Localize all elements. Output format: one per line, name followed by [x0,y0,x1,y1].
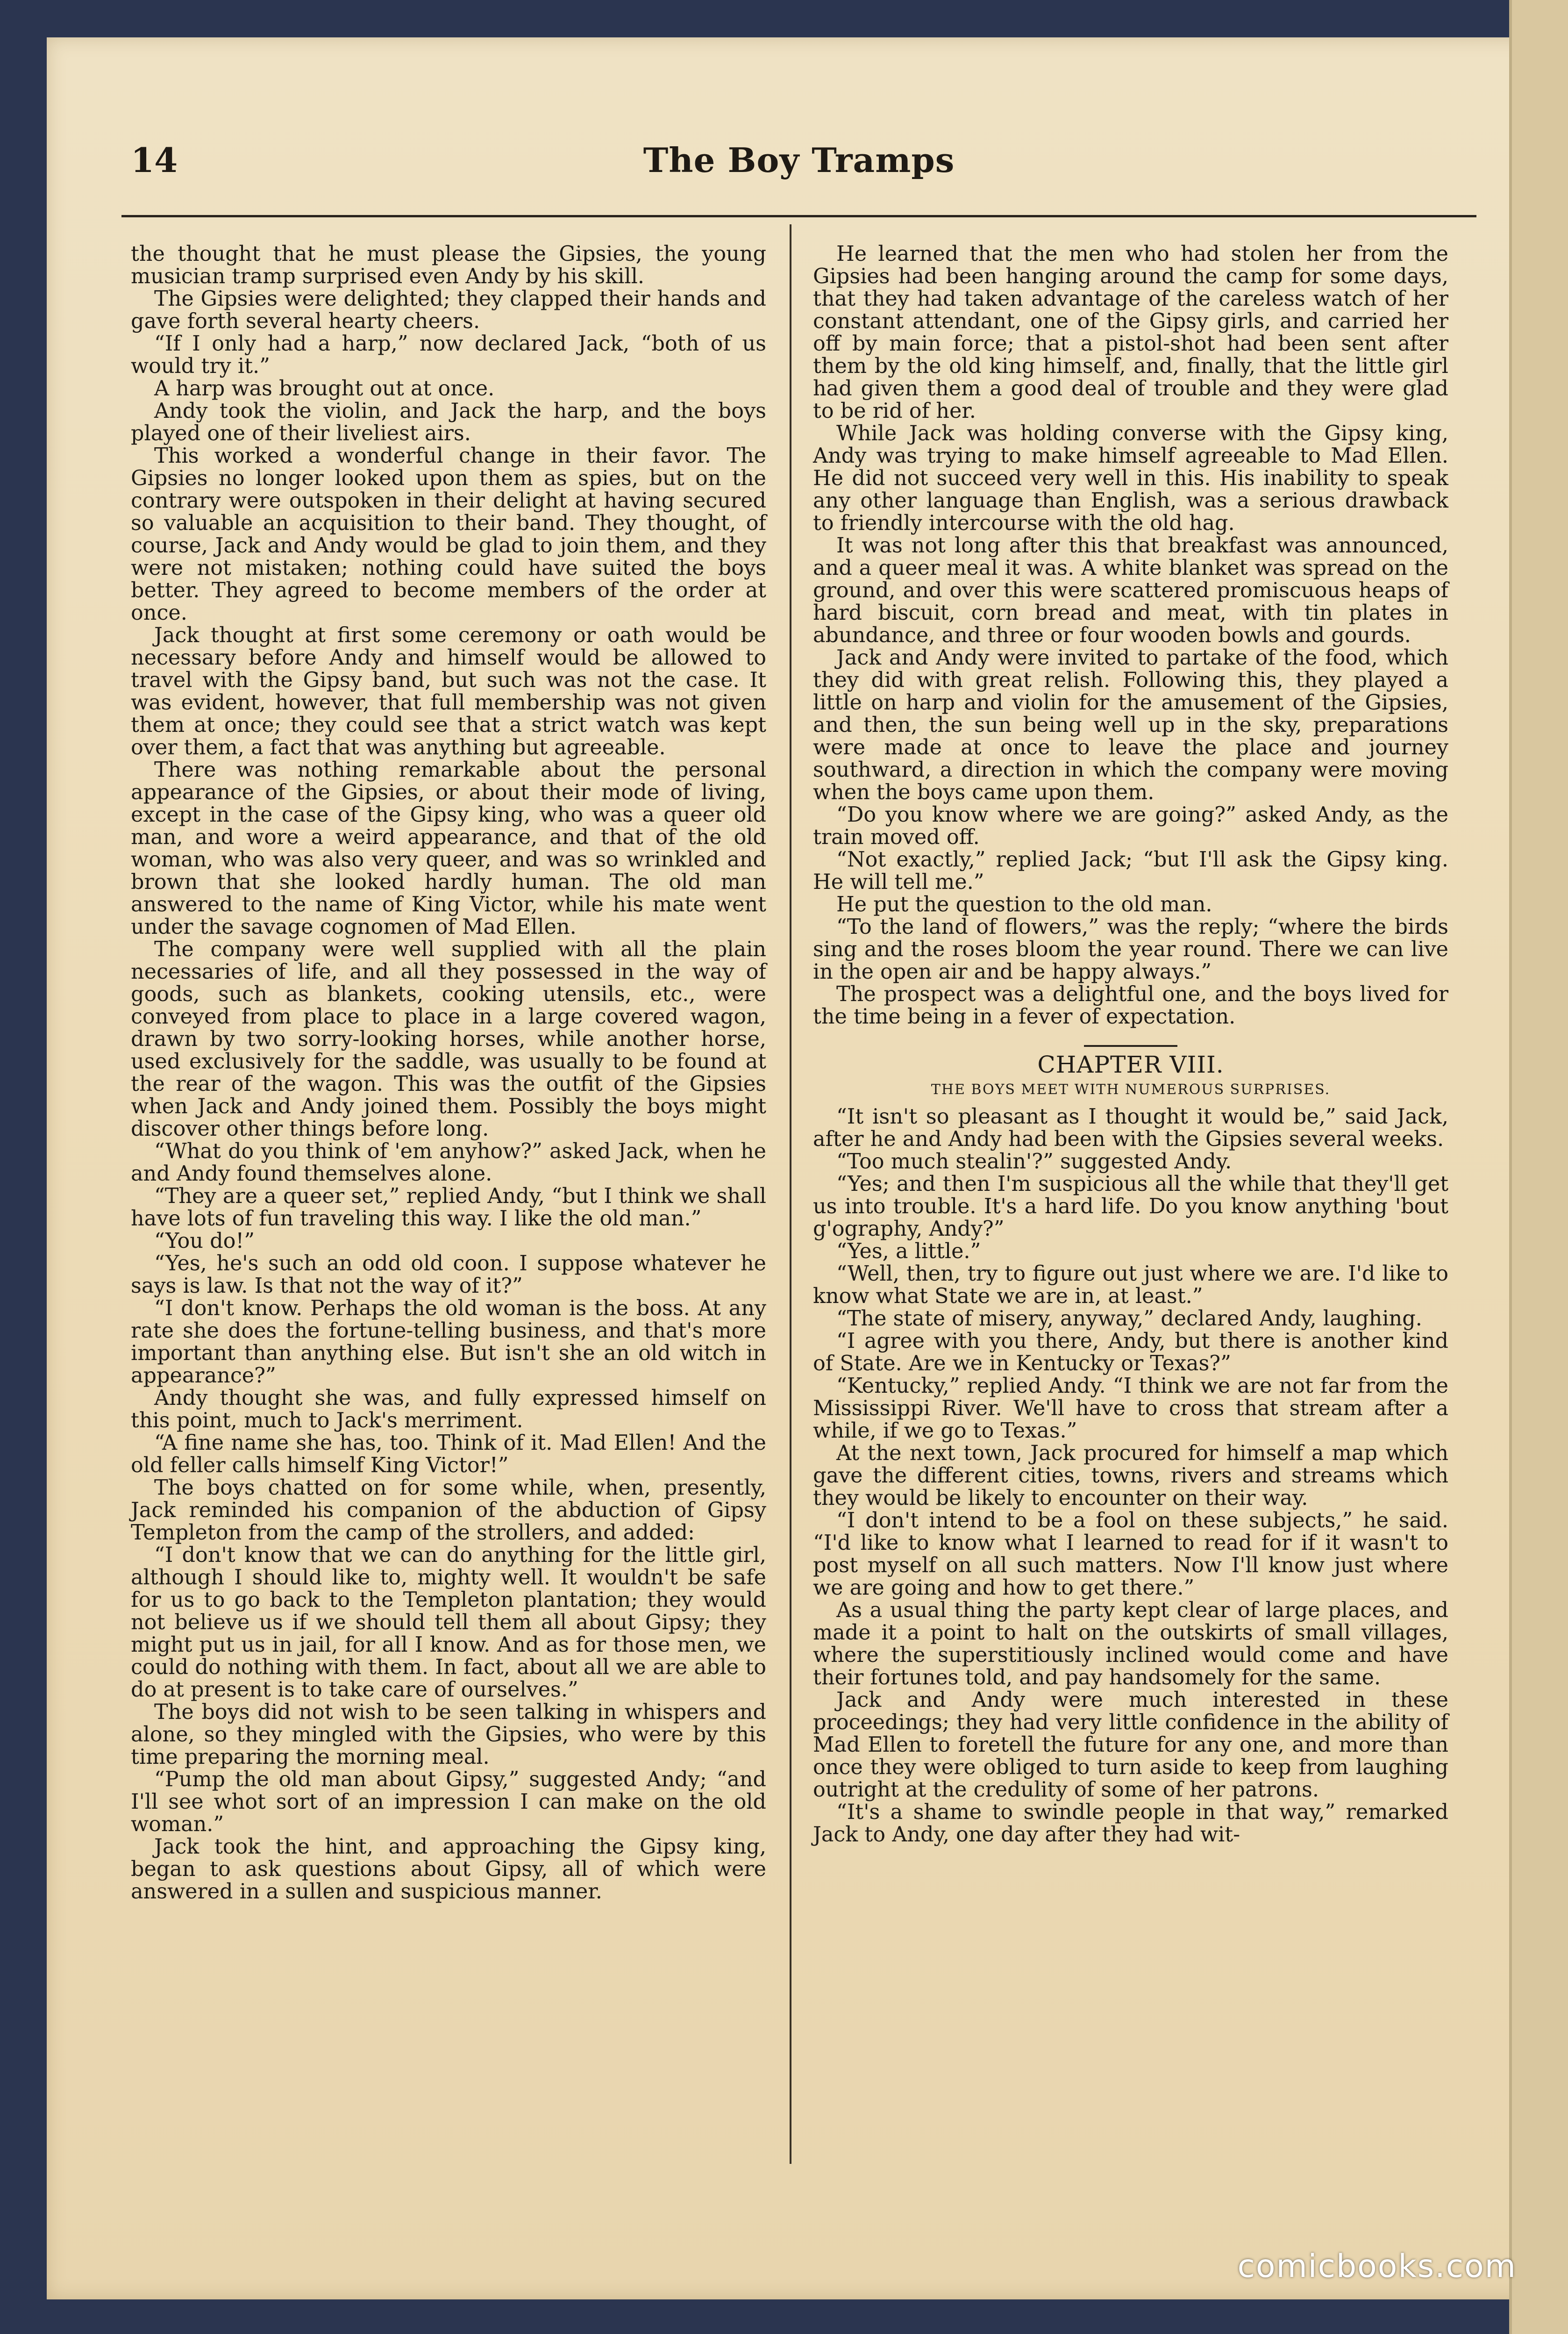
paragraph: At the next town, Jack procured for himself a map which gave the different cities, towns, rivers and streams which they would be likely to encounter on their way. [813,1441,1448,1510]
column-divider [790,224,791,2164]
paragraph: This worked a wonderful change in their favor. The Gipsies no longer looked upon them as spies, but on the contrary were outspoken in their delight at having secured so valuable an acquisition to their band. They thought, of course, Jack and Andy would be glad to join them, and they were not mistaken; nothing could have suited the boys better. They agreed to become members of the order at once. [131,444,766,625]
chapter-rule [1084,1045,1177,1047]
paragraph: “I agree with you there, Andy, but there is another kind of State. Are we in Kentucky or Texas?” [813,1329,1448,1375]
paragraph: Jack and Andy were much interested in these proceedings; they had very little confidence in the ability of Mad Ellen to foretell the future for any one, and more than once they were obliged to turn aside to keep from laughing outright at the credulity of some of her patrons. [813,1688,1448,1802]
paragraph: “To the land of flowers,” was the reply; “where the birds sing and the roses bloom the year round. There we can live in the open air and be happy always.” [813,915,1448,984]
page-header [131,140,1467,196]
chapter-heading [813,1045,1448,1101]
right-column [813,243,1448,1846]
paragraph: “I don't intend to be a fool on these subjects,” he said. “I'd like to know what I learned to read for if it wasn't to post myself on all such matters. Now I'll know just where we are going and how to get there.” [813,1509,1448,1600]
page-number: 14 [131,140,178,180]
paragraph: “It's a shame to swindle people in that way,” remarked Jack to Andy, one day after they had wit- [813,1800,1448,1847]
paragraph: The company were well supplied with all the plain necessaries of life, and all they possessed in the way of goods, such as blankets, cooking utensils, etc., were conveyed from place to place in a large covered wagon, drawn by two sorry-looking horses, while another horse, used exclusively for the saddle, was usually to be found at the rear of the wagon. This was the outfit of the Gipsies when Jack and Andy joined them. Possibly the boys might discover other things before long. [131,938,766,1141]
paragraph: “Do you know where we are going?” asked Andy, as the train moved off. [813,803,1448,849]
paragraph: “Pump the old man about Gipsy,” suggested Andy; “and I'll see whot sort of an impression I can make on the old woman.” [131,1768,766,1836]
paragraph: While Jack was holding converse with the Gipsy king, Andy was trying to make himself agreeable to Mad Ellen. He did not succeed very well in this. His inability to speak any other language than English, was a serious drawback to friendly intercourse with the old hag. [813,422,1448,535]
paragraph: “The state of misery, anyway,” declared Andy, laughing. [836,1307,1422,1331]
printed-page [47,37,1551,2299]
paragraph: The boys did not wish to be seen talking in whispers and alone, so they mingled with the Gipsies, who were by this time preparing the morning meal. [131,1700,766,1769]
paragraph: “If I only had a harp,” now declared Jack, “both of us would try it.” [131,332,766,378]
paragraph: “I don't know. Perhaps the old woman is the boss. At any rate she does the fortune-telling business, and that's more important than anything else. But isn't she an old witch in appearance?” [131,1296,766,1388]
paragraph: There was nothing remarkable about the personal appearance of the Gipsies, or about their mode of living, except in the case of the Gipsy king, who was a queer old man, and wore a weird appearance, and that of the old woman, who was also very queer, and was so wrinkled and brown that she looked hardly human. The old man answered to the name of King Victor, while his mate went under the savage cognomen of Mad Ellen. [131,758,766,939]
paragraph: “You do!” [154,1229,255,1253]
paragraph: “Yes, he's such an odd old coon. I suppose whatever he says is law. Is that not the way of it?” [131,1252,766,1298]
paragraph: “Kentucky,” replied Andy. “I think we are not far from the Mississippi River. We'll have to cross that stream after a while, if we go to Texas.” [813,1374,1448,1443]
paragraph: “Yes; and then I'm suspicious all the while that they'll get us into trouble. It's a hard life. Do you know anything 'bout g'ography, Andy?” [813,1172,1448,1241]
paragraph: He learned that the men who had stolen her from the Gipsies had been hanging around the camp for some days, that they had taken advantage of the careless watch of her constant attendant, one of the Gipsy girls, and carried her off by main force; that a pistol-shot had been sent after them by the old king himself, and, finally, that the little girl had given them a good deal of trouble and they were glad to be rid of her. [813,242,1448,423]
paragraph: It was not long after this that breakfast was announced, and a queer meal it was. A white blanket was spread on the ground, and over this were scattered promiscuous heaps of hard biscuit, corn bread and meat, with tin plates in abundance, and three or four wooden bowls and gourds. [813,534,1448,647]
watermark: comicbooks.com [1237,2248,1517,2285]
paragraph: “Too much stealin'?” suggested Andy. [836,1150,1232,1174]
paragraph: “I don't know that we can do anything for the little girl, although I should like to, mighty well. It wouldn't be safe for us to go back to the Templeton plantation; they would not believe us if we should tell them all about Gipsy; they might put us in jail, for all I know. And as for those men, we could do nothing with them. In fact, about all we are able to do at present is to take care of ourselves.” [131,1543,766,1702]
header-rule [121,215,1476,217]
paragraph: “Well, then, try to figure out just where we are. I'd like to know what State we are in, at least.” [813,1262,1448,1308]
paragraph: the thought that he must please the Gipsies, the young musician tramp surprised even Andy by his skill. [131,242,766,288]
paragraph: The Gipsies were delighted; they clapped their hands and gave forth several hearty cheers. [131,287,766,333]
paragraph: A harp was brought out at once. [154,377,495,401]
paragraph: “Yes, a little.” [836,1239,981,1263]
chapter-subtitle: THE BOYS MEET WITH NUMEROUS SURPRISES. [931,1081,1331,1098]
paragraph: Jack and Andy were invited to partake of the food, which they did with great relish. Following this, they played a little on harp and violin for the amusement of the Gipsies, and then, the sun being well up in the sky, preparations were made at once to leave the place and journey southward, a direction in which the company were moving when the boys came upon them. [813,646,1448,804]
paragraph: Andy took the violin, and Jack the harp, and the boys played one of their liveliest airs. [131,399,766,445]
adjacent-page-edge [1509,0,1568,2334]
paragraph: As a usual thing the party kept clear of large places, and made it a point to halt on the outskirts of small villages, where the superstitiously inclined would come and have their fortunes told, and pay handsomely for the same. [813,1598,1448,1690]
left-column [131,243,766,1903]
paragraph: He put the question to the old man. [836,893,1212,916]
paragraph: “It isn't so pleasant as I thought it would be,” said Jack, after he and Andy had been with the Gipsies several weeks. [813,1105,1448,1151]
paragraph: The boys chatted on for some while, when, presently, Jack reminded his companion of the abduction of Gipsy Templeton from the camp of the strollers, and added: [131,1476,766,1545]
paragraph: Andy thought she was, and fully expressed himself on this point, much to Jack's merriment. [131,1386,766,1432]
paragraph: The prospect was a delightful one, and the boys lived for the time being in a fever of expectation. [813,982,1448,1029]
paragraph: Jack took the hint, and approaching the Gipsy king, began to ask questions about Gipsy, all of which were answered in a sullen and suspicious manner. [131,1835,766,1904]
paragraph: “A fine name she has, too. Think of it. Mad Ellen! And the old feller calls himself King Victor!” [131,1431,766,1477]
paragraph: “What do you think of 'em anyhow?” asked Jack, when he and Andy found themselves alone. [131,1139,766,1186]
paragraph: Jack thought at first some ceremony or oath would be necessary before Andy and himself would be allowed to travel with the Gipsy band, but such was not the case. It was evident, however, that full membership was not given them at once; they could see that a strict watch was kept over them, a fact that was anything but agreeable. [131,623,766,759]
chapter-title: CHAPTER VIII. [1037,1051,1224,1078]
running-title: The Boy Tramps [643,140,955,180]
paragraph: “They are a queer set,” replied Andy, “but I think we shall have lots of fun traveling this way. I like the old man.” [131,1184,766,1231]
paragraph: “Not exactly,” replied Jack; “but I'll ask the Gipsy king. He will tell me.” [813,848,1448,894]
